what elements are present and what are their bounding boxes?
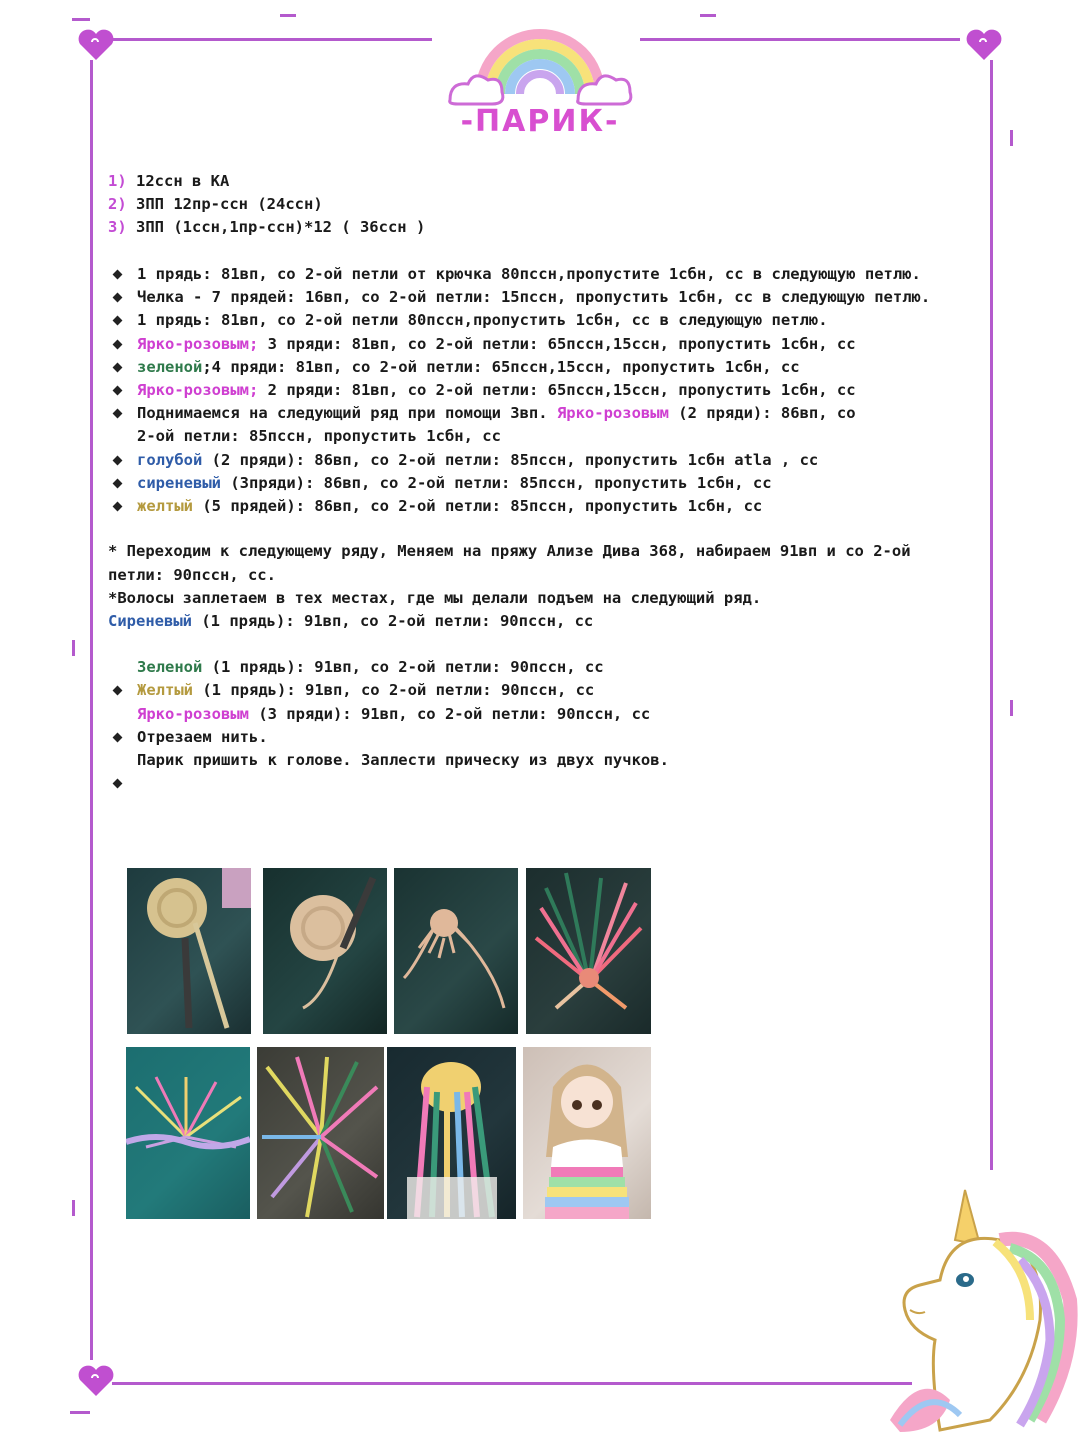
color-label: Сиреневый [108, 612, 192, 630]
bullet-text: Поднимаемся на следующий ряд при помощи 3вп. [137, 404, 557, 422]
photo-strands-green-bg [126, 1047, 250, 1219]
step-text: 12ссн в КА [136, 172, 230, 190]
frame-right [990, 60, 993, 1170]
bullet-text: (2 пряди): 86вп, со 2-ой петли: 85пссн, пропустить 1сбн atla , сс [202, 451, 819, 469]
note-3 [108, 610, 593, 633]
heart-corner-icon [960, 20, 1008, 68]
note-1 [108, 540, 911, 563]
heart-corner-icon [72, 20, 120, 68]
final-text: (1 прядь): 91вп, со 2-ой петли: 90пссн, сс [193, 681, 595, 699]
note-2 [108, 587, 761, 610]
bullet-continuation [137, 425, 501, 448]
note-text: (1 прядь): 91вп, со 2-ой петли: 90пссн, сс [192, 612, 594, 630]
bullet-text: 1 прядь: 81вп, со 2-ой петли 80пссн,пропустить 1сбн, сс в следующую петлю. [137, 311, 828, 329]
bullet-text: 3 пряди: 81вп, со 2-ой петли: 65пссн,15ссн, пропустить 1сбн, сс [258, 335, 856, 353]
color-label: Ярко-розовым; [137, 335, 259, 353]
border-dash [72, 1200, 75, 1216]
bullet-text: 2 пряди: 81вп, со 2-ой петли: 65пссн,15ссн, пропустить 1сбн, сс [258, 381, 856, 399]
bullet-item [137, 495, 762, 518]
note-text: * Переходим к следующему ряду, Меняем на пряжу Ализе Дива 368, набираем 91вп и со 2-ой [108, 542, 911, 560]
rainbow-icon [440, 4, 640, 116]
bullet-item [137, 309, 828, 332]
bullet-item [137, 449, 818, 472]
color-label: Ярко-розовым [556, 404, 669, 422]
empty-bullet [137, 772, 146, 795]
step-text: 3ПП (1ссн,1пр-ссн)*12 ( 36ссн ) [136, 218, 426, 236]
final-2 [137, 679, 594, 702]
color-label: голубой [137, 451, 203, 469]
step-text: 3ПП 12пр-ссн (24ссн) [136, 195, 323, 213]
final-text: (3 пряди): 91вп, со 2-ой петли: 90пссн, сс [248, 705, 651, 723]
unicorn-icon [880, 1170, 1080, 1440]
photo-first-strands [394, 868, 518, 1034]
border-dash [1010, 700, 1013, 716]
step-number: 3) [108, 218, 127, 236]
color-label: Желтый [137, 681, 193, 699]
bullet-text: Челка - 7 прядей: 16вп, со 2-ой петли: 15пссн, пропустить 1сбн, сс в следующую петлю. [137, 288, 931, 306]
final-text: Отрезаем нить. [137, 728, 268, 746]
photo-magic-ring [127, 868, 251, 1034]
note-text: петли: 90пссн, сс. [108, 566, 276, 584]
final-1 [137, 656, 604, 679]
frame-top-right [640, 38, 960, 41]
bullet-item [137, 472, 772, 495]
bullet-item [137, 286, 930, 309]
step-1 [108, 170, 229, 193]
photo-circle [263, 868, 387, 1034]
bullet-item [137, 379, 856, 402]
color-label: сиреневый [137, 474, 221, 492]
final-3 [137, 703, 650, 726]
note-1-cont [108, 564, 276, 587]
frame-top [112, 38, 432, 41]
color-label: желтый [137, 497, 193, 515]
bullet-text: (3пряди): 86вп, со 2-ой петли: 85пссн, пропустить 1сбн, сс [221, 474, 772, 492]
final-text: Парик пришить к голове. Заплести прическу из двух пучков. [137, 751, 669, 769]
border-dash [70, 1411, 90, 1414]
photo-finished-doll [523, 1047, 651, 1219]
bullet-item [137, 333, 856, 356]
photo-strands-multicolor [257, 1047, 384, 1219]
final-text: (1 прядь): 91вп, со 2-ой петли: 90пссн, сс [202, 658, 604, 676]
note-text: *Волосы заплетаем в тех местах, где мы делали подъем на следующий ряд. [108, 589, 762, 607]
frame-bottom [112, 1382, 912, 1385]
final-5 [137, 749, 669, 772]
color-label: зеленой [137, 358, 203, 376]
step-number: 2) [108, 195, 127, 213]
photo-doll-back [387, 1047, 516, 1219]
frame-left [90, 60, 93, 1360]
heart-corner-icon [72, 1356, 120, 1404]
bullet-text: 1 прядь: 81вп, со 2-ой петли от крючка 80пссн,пропустите 1сбн, сс в следующую петлю. [137, 265, 921, 283]
border-dash [72, 640, 75, 656]
border-dash [280, 14, 296, 17]
bullet-text: (5 прядей): 86вп, со 2-ой петли: 85пссн, пропустить 1сбн, сс [193, 497, 763, 515]
step-2 [108, 193, 323, 216]
border-dash [700, 14, 716, 17]
bullet-item [137, 356, 800, 379]
step-number: 1) [108, 172, 127, 190]
bullet-text: ;4 пряди: 81вп, со 2-ой петли: 65пссн,15ссн, пропустить 1сбн, сс [202, 358, 800, 376]
bullet-item [137, 402, 856, 425]
bullet-item [137, 263, 921, 286]
final-4 [137, 726, 268, 749]
color-label: Ярко-розовым [137, 705, 249, 723]
step-3 [108, 216, 425, 239]
bullet-text: 2-ой петли: 85пссн, пропустить 1сбн, сс [137, 427, 501, 445]
bullet-text: (2 пряди): 86вп, со [668, 404, 856, 422]
color-label: Зеленой [137, 658, 203, 676]
page-title: -ПАРИК- [460, 104, 620, 139]
photo-colored-strands [526, 868, 651, 1034]
color-label: Ярко-розовым; [137, 381, 259, 399]
